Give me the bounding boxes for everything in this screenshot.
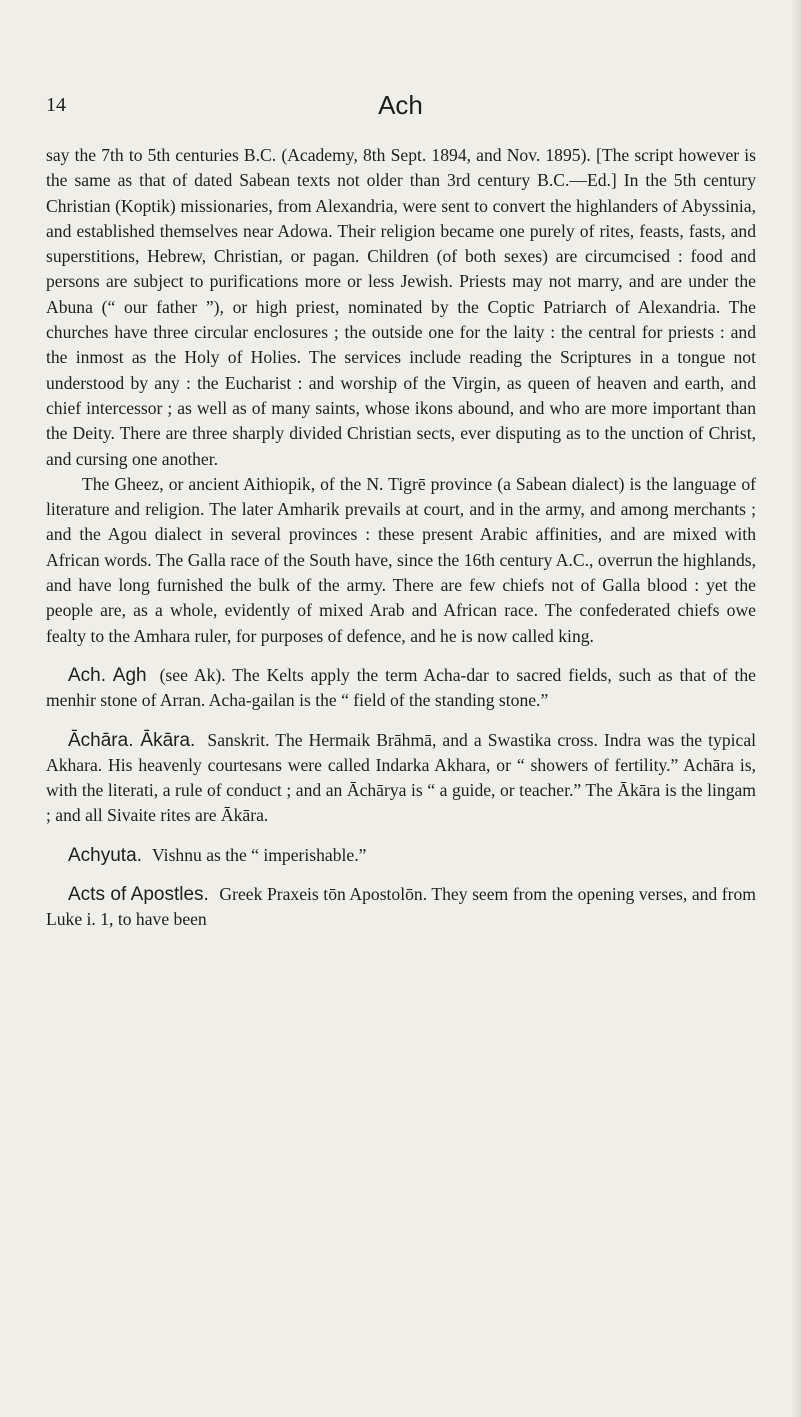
- entry-headword: Āchāra. Ākāra.: [68, 729, 196, 751]
- entry-text: Sanskrit. The Hermaik Brāhmā, and a Swastika cross. Indra was the typical Akhara. His heavenly courtesans were called Indarka Akhara, or “ showers of fertility.” Achāra is, with the literati, a rule of conduct ; and an Āchārya is “ a guide, or teacher.” The Ākāra is the lingam ; and all Sivaite rites are Ākāra.: [46, 729, 757, 826]
- page-header: [46, 90, 755, 120]
- dictionary-entry: [46, 728, 756, 829]
- entry-text: Vishnu as the “ imperishable.”: [152, 844, 367, 865]
- dictionary-entry: [46, 843, 756, 868]
- entry-text: (see Ak). The Kelts apply the term Acha-dar to sacred fields, such as that of the menhir stone of Arran. Acha-gailan is the “ field of the standing stone.”: [46, 664, 756, 711]
- entry-headword: Achyuta.: [68, 844, 142, 866]
- running-head: Ach: [378, 90, 423, 120]
- page-number: 14: [46, 94, 66, 116]
- entry-headword: Ach. Agh: [68, 664, 147, 686]
- dictionary-entry: [46, 663, 756, 714]
- dictionary-entry: [46, 882, 756, 933]
- paragraph: The Gheez, or ancient Aithiopik, of the N. Tigrē province (a Sabean dialect) is the language of literature and religion. The later Amharik prevails at court, and in the army, and among merchants ; and the Agou dialect in several provinces : these present Arabic affinities, and are mixed with African words. The Galla race of the South have, since the 16th century A.C., overrun the highlands, and have long furnished the bulk of the army. There are few chiefs not of Galla blood : yet the people are, as a whole, evidently of mixed Arab and African race. The confederated chiefs owe fealty to the Amhara ruler, for purposes of defence, and he is now called king.: [46, 473, 756, 646]
- entry-text: Greek Praxeis tōn Apostolōn. They seem from the opening verses, and from Luke i. 1, to have been: [46, 884, 756, 930]
- paragraph: say the 7th to 5th centuries B.C. (Academy, 8th Sept. 1894, and Nov. 1895). [The script however is the same as that of dated Sabean texts not older than 3rd century B.C.—Ed.] In the 5th century Christian (Koptik) missionaries, from Alexandria, were sent to convert the highlanders of Abyssinia, and established themselves near Adowa. Their religion became one purely of rites, feasts, fasts, and superstitions, Hebrew, Christian, or pagan. Children (of both sexes) are circumcised : food and persons are subject to purifications more or less Jewish. Priests may not marry, and are under the Abuna (“ our father ”), or high priest, nominated by the Coptic Patriarch of Alexandria. The churches have three circular enclosures ; the outside one for the laity : the central for priests : and the inmost as the Holy of Holies. The services include reading the Scriptures in a tongue not understood by any : the Eucharist : and worship of the Virgin, as queen of heaven and earth, and chief intercessor ; as well as of many saints, whose ikons abound, and who are more important than the Deity. There are three sharply divided Christian sects, ever disputing as to the unction of Christ, and cursing one another.: [46, 145, 756, 469]
- entry-headword: Acts of Apostles.: [68, 884, 209, 906]
- page-edge-shadow: [791, 0, 801, 1417]
- body-text: [46, 143, 756, 933]
